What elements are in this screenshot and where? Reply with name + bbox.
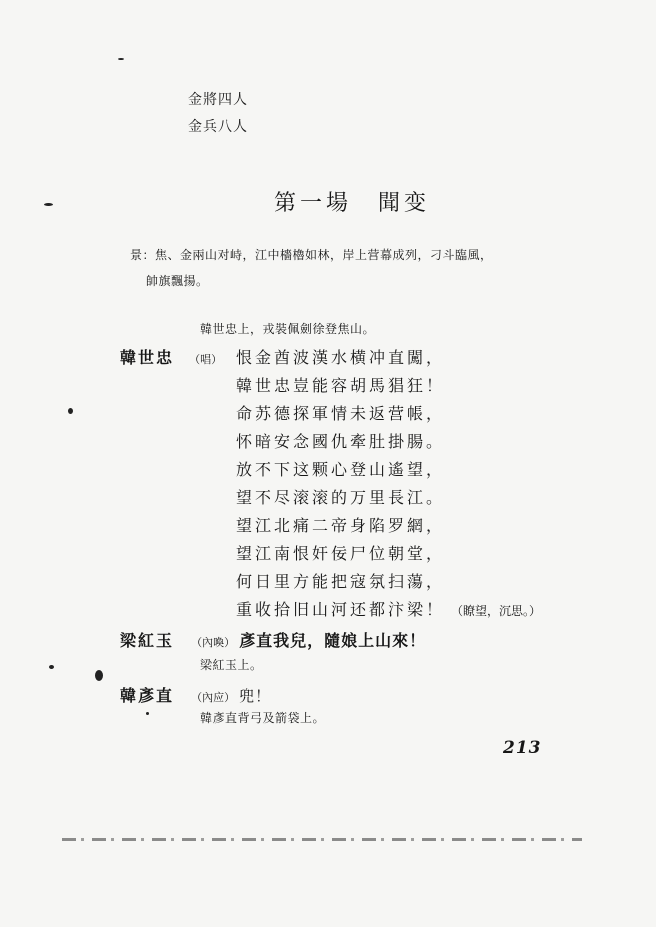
scan-speck — [49, 665, 54, 669]
scene-number: 第一場 — [274, 191, 353, 216]
setting-line-1: 景：焦、金兩山对峙，江中檣櫓如林，岸上营幕成列，刁斗臨風， — [130, 248, 493, 262]
scene-subtitle: 聞变 — [378, 191, 431, 216]
verse-line-last — [236, 597, 541, 620]
scene-heading — [274, 186, 430, 217]
verse-line: 怀暗安念國仇牽肚掛腸。 — [236, 432, 446, 451]
verse-text: 重收拾旧山河还都汴梁！ — [236, 600, 446, 619]
speaker-name: 韓世忠 — [120, 348, 175, 367]
scan-speck — [146, 712, 149, 715]
speech-han-yanzhi — [120, 683, 271, 706]
verse-line: 望江南恨奸佞尸位朝堂， — [236, 544, 446, 563]
scan-speck — [44, 203, 53, 206]
stage-direction-liang-enters: 梁紅玉上。 — [200, 658, 263, 672]
verse-line: 何日里方能把寇氛扫蕩， — [236, 572, 446, 591]
verse-line: 放不下这颗心登山遙望， — [236, 460, 446, 479]
scan-speck — [68, 408, 73, 414]
verse-line: 望江北痛二帝身陷罗網， — [236, 516, 446, 535]
verse-line: 望不尽滚滚的万里長江。 — [236, 488, 446, 507]
stage-direction-entrance: 韓世忠上，戎裝佩劍徐登焦山。 — [200, 322, 376, 336]
dialogue-text: 兜！ — [239, 687, 272, 705]
speaker-name: 韓彥直 — [120, 686, 175, 705]
offstage-cue: （內应） — [191, 691, 236, 704]
scan-border-line — [62, 838, 582, 841]
scan-speck — [118, 58, 124, 60]
verse-line: 恨金酋波漢水横冲直闖， — [236, 348, 446, 367]
page-number: 213 — [503, 738, 542, 758]
verse-line: 命苏德探軍情未返营帳， — [236, 404, 446, 423]
verse-line: 韓世忠豈能容胡馬猖狂！ — [236, 376, 446, 395]
speaker-name: 梁紅玉 — [120, 631, 175, 650]
speech-han-shizhong — [120, 345, 226, 368]
stage-direction-yanzhi-enters: 韓彥直背弓及箭袋上。 — [200, 711, 326, 725]
scan-speck — [95, 670, 103, 681]
singing-cue: （唱） — [189, 353, 223, 366]
setting-line-2: 帥旗飄揚。 — [146, 274, 209, 288]
dialogue-text: 彥直我兒，隨娘上山來！ — [239, 631, 427, 650]
cast-line-1: 金將四人 — [188, 92, 248, 108]
speech-liang-hongyu — [120, 628, 426, 651]
cast-line-2: 金兵八人 — [188, 119, 248, 135]
offstage-cue: （內喚） — [191, 636, 236, 649]
stage-direction-inline: （瞭望，沉思。） — [451, 604, 542, 618]
